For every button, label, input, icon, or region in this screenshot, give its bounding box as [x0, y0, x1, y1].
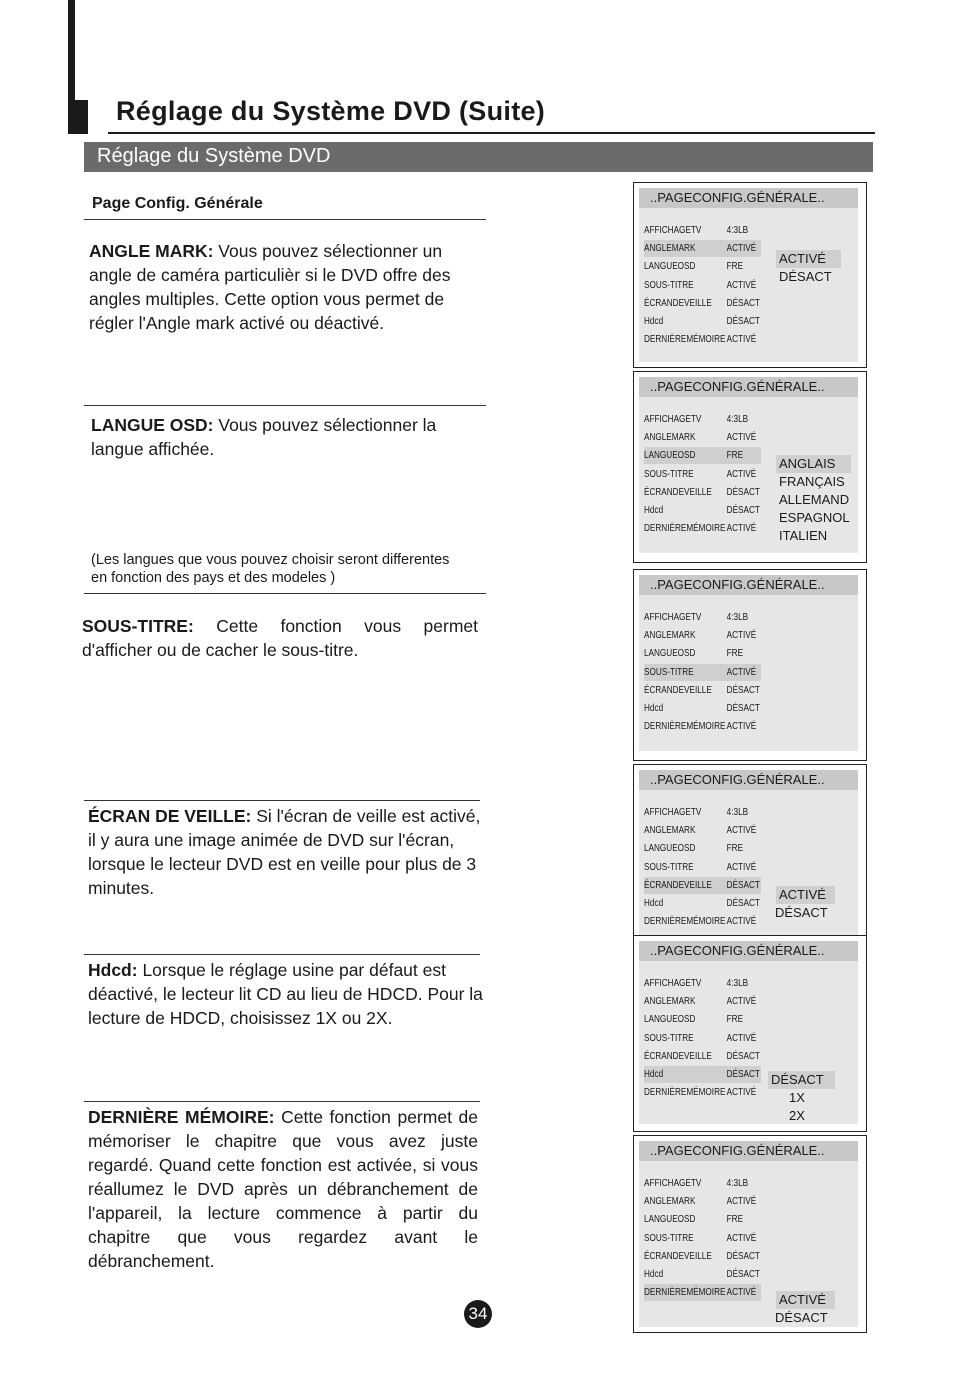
osd-row-value: DÉSACT	[726, 1249, 760, 1262]
osd-row-label: LANGUEOSD	[644, 647, 696, 660]
osd-row[interactable]	[644, 277, 761, 294]
osd-row-value: DÉSACT	[726, 683, 760, 696]
osd-row-label: DERNIÈREMÉMOIRE	[644, 1086, 726, 1099]
osd-row-value: DÉSACT	[726, 504, 760, 516]
osd-row[interactable]	[644, 484, 761, 501]
osd-row[interactable]	[644, 664, 761, 681]
osd-row-label: Hdcd	[644, 1068, 664, 1080]
osd-screen	[639, 575, 858, 751]
osd-row[interactable]	[644, 840, 761, 857]
osd-row-label: DERNIÈREMÉMOIRE	[644, 1286, 726, 1299]
osd-row-value: FRE	[726, 1013, 744, 1026]
osd-row[interactable]	[644, 718, 761, 735]
osd-row[interactable]	[644, 1030, 761, 1047]
divider	[84, 219, 486, 220]
osd-row-label: DERNIÈREMÉMOIRE	[644, 333, 726, 346]
description: Vous pouvez sélectionner la langue affichée.	[91, 415, 437, 459]
osd-row[interactable]	[644, 1211, 761, 1228]
osd-row[interactable]	[644, 645, 761, 662]
osd-panel	[633, 1135, 867, 1333]
osd-row[interactable]	[644, 877, 761, 894]
osd-row[interactable]	[644, 1230, 761, 1247]
osd-row-value: ACTIVÉ	[726, 665, 757, 678]
osd-row-label: AFFICHAGETV	[644, 413, 702, 425]
osd-row-value: ACTIVÉ	[726, 1031, 757, 1044]
osd-row[interactable]	[644, 466, 761, 483]
osd-row-label: LANGUEOSD	[644, 1013, 696, 1026]
osd-panel	[633, 371, 867, 563]
osd-screen	[639, 941, 858, 1124]
osd-row-value: ACTIVÉ	[726, 995, 757, 1008]
osd-row-label: ANGLEMARK	[644, 824, 696, 837]
divider	[84, 800, 480, 801]
osd-row[interactable]	[644, 804, 761, 821]
osd-row-label: LANGUEOSD	[644, 260, 696, 273]
osd-header: ..PAGECONFIG.GÉNÉRALE..	[639, 575, 858, 595]
osd-row-value: DÉSACT	[726, 315, 760, 327]
osd-option[interactable]: DÉSACT	[768, 1071, 835, 1089]
osd-screen	[639, 770, 858, 938]
osd-row[interactable]	[644, 429, 761, 446]
osd-row-label: AFFICHAGETV	[644, 977, 702, 989]
osd-row-label: ÉCRANDEVEILLE	[644, 485, 712, 498]
osd-row-value: 4:3LB	[726, 413, 749, 425]
osd-row-value: ACTIVÉ	[726, 720, 757, 733]
paragraph-langue-osd	[91, 413, 479, 461]
osd-row-label: ANGLEMARK	[644, 629, 696, 642]
osd-row-value: 4:3LB	[726, 1177, 749, 1189]
osd-row-value: DÉSACT	[726, 296, 760, 309]
paragraph-hdcd	[88, 958, 484, 1030]
osd-option[interactable]: 2X	[789, 1108, 805, 1123]
description: Lorsque le réglage usine par défaut est déactivé, le lecteur lit CD au lieu de HDCD. Pour la lecture de HDCD, choisissez 1X ou 2X.	[88, 960, 483, 1028]
osd-row-label: ÉCRANDEVEILLE	[644, 1049, 712, 1062]
paragraph-ecran-de-veille	[88, 804, 486, 900]
osd-header: ..PAGECONFIG.GÉNÉRALE..	[639, 770, 858, 790]
paragraph-angle-mark	[89, 239, 481, 335]
osd-header: ..PAGECONFIG.GÉNÉRALE..	[639, 188, 858, 208]
osd-row-value: ACTIVÉ	[726, 278, 757, 291]
osd-row[interactable]	[644, 1266, 761, 1283]
osd-row-value: ACTIVÉ	[726, 242, 757, 255]
osd-row-value: FRE	[726, 260, 744, 273]
osd-option[interactable]: ACTIVÉ	[776, 886, 835, 904]
term: DERNIÈRE MÉMOIRE:	[88, 1107, 275, 1127]
osd-panel	[633, 182, 867, 368]
osd-row-label: ANGLEMARK	[644, 431, 696, 444]
osd-row[interactable]	[644, 1193, 761, 1210]
osd-row[interactable]	[644, 1066, 761, 1083]
osd-row[interactable]	[644, 411, 761, 428]
osd-row[interactable]	[644, 222, 761, 239]
osd-row-label: ANGLEMARK	[644, 242, 696, 255]
osd-row-value: DÉSACT	[726, 878, 760, 891]
osd-row-value: ACTIVÉ	[726, 522, 757, 535]
osd-row-value: 4:3LB	[726, 806, 749, 818]
osd-row-label: LANGUEOSD	[644, 1213, 696, 1226]
osd-screen	[639, 377, 858, 553]
osd-row-label: Hdcd	[644, 315, 664, 327]
osd-option[interactable]: ESPAGNOL	[779, 510, 850, 525]
osd-row-value: ACTIVÉ	[726, 467, 757, 480]
osd-row-label: AFFICHAGETV	[644, 611, 702, 623]
osd-row-label: ÉCRANDEVEILLE	[644, 878, 712, 891]
osd-row-label: ANGLEMARK	[644, 995, 696, 1008]
osd-row[interactable]	[644, 502, 761, 519]
osd-row-value: DÉSACT	[726, 485, 760, 498]
osd-row[interactable]	[644, 240, 761, 257]
osd-panel	[633, 764, 867, 936]
osd-row[interactable]	[644, 859, 761, 876]
osd-row-value: FRE	[726, 449, 744, 462]
osd-option[interactable]: 1X	[789, 1090, 805, 1105]
osd-row[interactable]	[644, 822, 761, 839]
description: Cette fonction permet de mémoriser le chapitre que vous avez juste regardé. Quand cette fonction est activée, si vous réallumez le DVD après un débranchement de l'appareil, la lecture commence à partir du chapitre que vous regardez avant le débranchement.	[88, 1107, 479, 1271]
term: ÉCRAN DE VEILLE:	[88, 806, 252, 826]
osd-row-value: 4:3LB	[726, 611, 749, 623]
osd-row-value: DÉSACT	[726, 702, 760, 714]
osd-row[interactable]	[644, 258, 761, 275]
osd-row[interactable]	[644, 520, 761, 537]
term: LANGUE OSD:	[91, 415, 214, 435]
divider	[84, 593, 486, 594]
osd-row-value: ACTIVÉ	[726, 1086, 757, 1099]
divider	[84, 1101, 480, 1102]
osd-row[interactable]	[644, 1284, 761, 1301]
osd-row-label: ANGLEMARK	[644, 1195, 696, 1208]
osd-row-label: SOUS-TITRE	[644, 467, 694, 480]
osd-row-label: Hdcd	[644, 702, 664, 714]
osd-row-value: ACTIVÉ	[726, 333, 757, 346]
osd-row-value: DÉSACT	[726, 1268, 760, 1280]
osd-option[interactable]: ANGLAIS	[776, 455, 851, 473]
osd-row-label: DERNIÈREMÉMOIRE	[644, 915, 726, 928]
title-divider	[108, 132, 875, 134]
osd-row-label: SOUS-TITRE	[644, 860, 694, 873]
language-note: (Les langues que vous pouvez choisir seront differentes en fonction des pays et des modeles )	[91, 552, 450, 586]
osd-row-value: 4:3LB	[726, 224, 749, 236]
osd-panel	[633, 935, 867, 1132]
osd-row-label: DERNIÈREMÉMOIRE	[644, 720, 726, 733]
osd-screen	[639, 1141, 858, 1327]
osd-row[interactable]	[644, 913, 761, 930]
osd-row[interactable]	[644, 295, 761, 312]
osd-row[interactable]	[644, 1248, 761, 1265]
osd-row-value: ACTIVÉ	[726, 1231, 757, 1244]
osd-row[interactable]	[644, 331, 761, 348]
osd-row-value: ACTIVÉ	[726, 1195, 757, 1208]
subheading: Page Config. Générale	[92, 195, 263, 212]
osd-row-label: LANGUEOSD	[644, 842, 696, 855]
osd-option[interactable]: ALLEMAND	[779, 492, 850, 507]
osd-row-value: 4:3LB	[726, 977, 749, 989]
osd-panel	[633, 569, 867, 761]
term: SOUS-TITRE:	[82, 616, 194, 636]
osd-row-label: SOUS-TITRE	[644, 278, 694, 291]
osd-row-label: SOUS-TITRE	[644, 665, 694, 678]
osd-row[interactable]	[644, 1048, 761, 1065]
osd-option[interactable]: ACTIVÉ	[776, 1291, 835, 1309]
osd-option[interactable]: DÉSACT	[775, 905, 828, 920]
osd-row[interactable]	[644, 895, 761, 912]
page-title: Réglage du Système DVD (Suite)	[116, 96, 546, 126]
page-number: 34	[464, 1300, 492, 1328]
osd-row[interactable]	[644, 1084, 761, 1101]
osd-row-label: ÉCRANDEVEILLE	[644, 296, 712, 309]
osd-row-label: AFFICHAGETV	[644, 1177, 702, 1189]
osd-row-value: FRE	[726, 647, 744, 660]
osd-option[interactable]: DÉSACT	[779, 269, 832, 284]
description: Vous pouvez sélectionner un angle de caméra particulièr si le DVD offre des angles multiples. Cette option vous permet de régler l'Angle mark activé ou déactivé.	[89, 241, 451, 333]
osd-row-value: ACTIVÉ	[726, 915, 757, 928]
osd-header: ..PAGECONFIG.GÉNÉRALE..	[639, 377, 858, 397]
osd-row-label: Hdcd	[644, 897, 664, 909]
osd-row[interactable]	[644, 1175, 761, 1192]
osd-row-value: DÉSACT	[726, 1068, 760, 1080]
osd-row-label: SOUS-TITRE	[644, 1231, 694, 1244]
paragraph-derniere-memoire	[88, 1105, 478, 1273]
osd-row-value: FRE	[726, 842, 744, 855]
osd-row[interactable]	[644, 627, 761, 644]
osd-row-value: ACTIVÉ	[726, 1286, 757, 1299]
osd-header: ..PAGECONFIG.GÉNÉRALE..	[639, 1141, 858, 1161]
osd-option[interactable]: ITALIEN	[779, 528, 828, 543]
osd-row-value: ACTIVÉ	[726, 824, 757, 837]
divider	[84, 405, 486, 406]
section-title: Réglage du Système DVD	[97, 145, 331, 167]
term: ANGLE MARK:	[89, 241, 214, 261]
osd-row-label: SOUS-TITRE	[644, 1031, 694, 1044]
osd-row[interactable]	[644, 700, 761, 717]
osd-row-value: ACTIVÉ	[726, 431, 757, 444]
osd-row-value: ACTIVÉ	[726, 629, 757, 642]
osd-row[interactable]	[644, 1011, 761, 1028]
osd-row[interactable]	[644, 447, 761, 464]
osd-row-label: Hdcd	[644, 504, 664, 516]
osd-row[interactable]	[644, 993, 761, 1010]
osd-row[interactable]	[644, 682, 761, 699]
osd-row[interactable]	[644, 975, 761, 992]
description: Cette fonction vous permet d'afficher ou de cacher le sous-titre.	[82, 616, 478, 660]
osd-row-label: Hdcd	[644, 1268, 664, 1280]
term: Hdcd:	[88, 960, 138, 980]
margin-bar-tab	[68, 100, 88, 134]
osd-row-value: DÉSACT	[726, 1049, 760, 1062]
osd-option[interactable]: FRANÇAIS	[779, 474, 845, 489]
osd-row-value: DÉSACT	[726, 897, 760, 909]
osd-row-label: ÉCRANDEVEILLE	[644, 683, 712, 696]
osd-header: ..PAGECONFIG.GÉNÉRALE..	[639, 941, 858, 961]
osd-option[interactable]: ACTIVÉ	[776, 250, 841, 268]
osd-row-label: DERNIÈREMÉMOIRE	[644, 522, 726, 535]
osd-row-value: ACTIVÉ	[726, 860, 757, 873]
description: Si l'écran de veille est activé, il y aura une image animée de DVD sur l'écran, lorsque le lecteur DVD est en veille pour plus de 3 minutes.	[88, 806, 481, 898]
osd-row[interactable]	[644, 313, 761, 330]
osd-row-label: AFFICHAGETV	[644, 806, 702, 818]
osd-row-label: ÉCRANDEVEILLE	[644, 1249, 712, 1262]
osd-row[interactable]	[644, 609, 761, 626]
osd-row-value: FRE	[726, 1213, 744, 1226]
paragraph-sous-titre	[82, 614, 478, 662]
osd-row-label: LANGUEOSD	[644, 449, 696, 462]
divider	[84, 954, 480, 955]
osd-row-label: AFFICHAGETV	[644, 224, 702, 236]
osd-screen	[639, 188, 858, 362]
osd-option[interactable]: DÉSACT	[775, 1310, 828, 1325]
